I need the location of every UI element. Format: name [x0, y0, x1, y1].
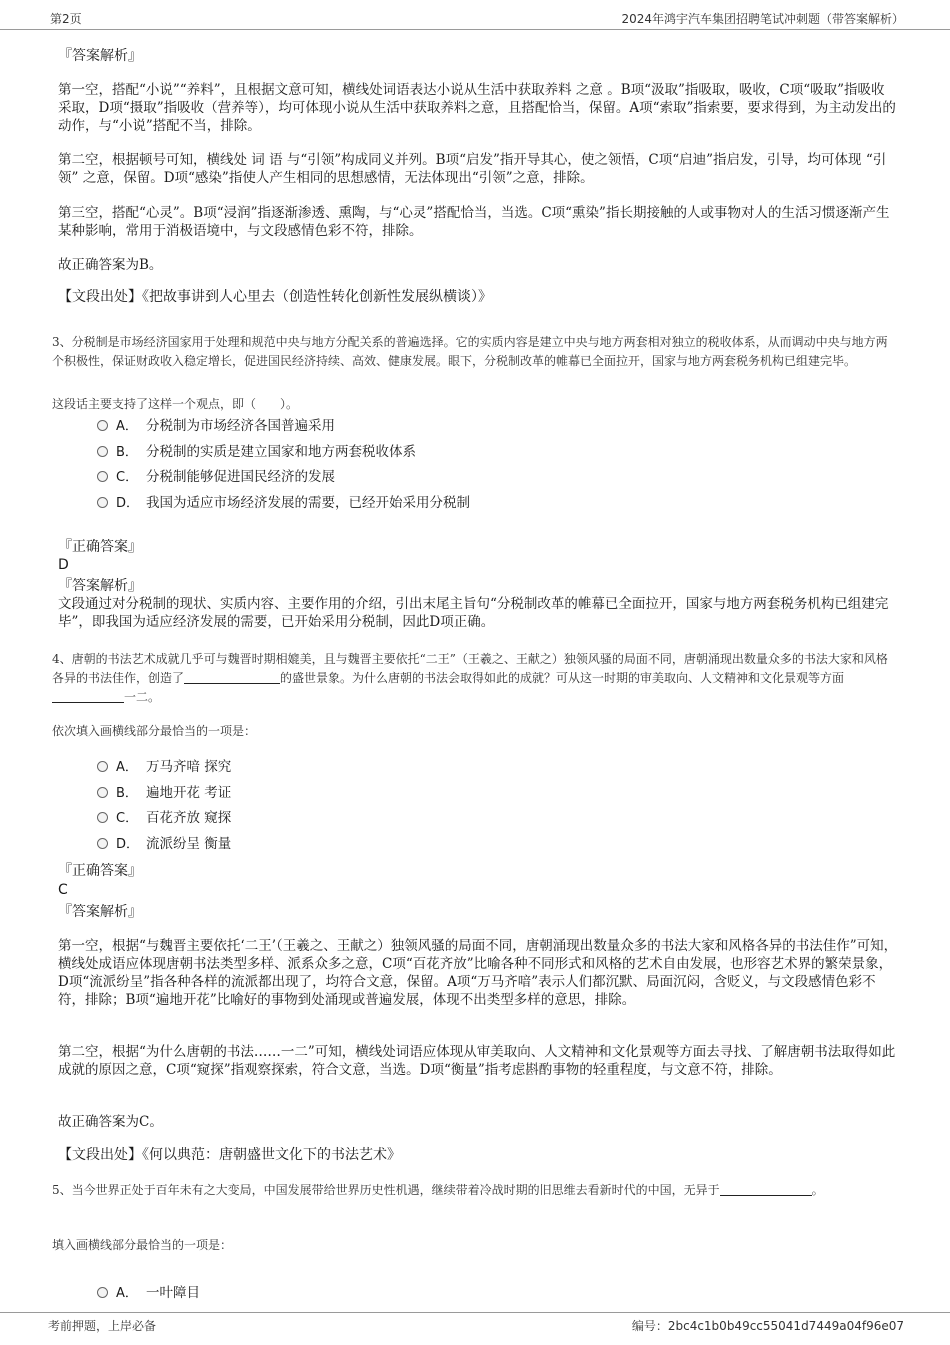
q3-option-d[interactable] — [97, 493, 470, 513]
radio-button[interactable] — [97, 446, 108, 457]
q3-answer: D — [58, 557, 69, 573]
option-text: 分税制的实质是建立国家和地方两套税收体系 — [146, 444, 416, 460]
radio-button[interactable] — [97, 1287, 108, 1298]
q3-question: 这段话主要支持了这样一个观点，即（ ）。 — [52, 397, 299, 411]
option-key: A． — [116, 419, 138, 434]
document-id: 编号：2bc4c1b0b49cc55041d7449a04f96e07 — [631, 1319, 904, 1333]
footer-slogan: 考前押题，上岸必备 — [48, 1319, 157, 1333]
q4-answer: C — [58, 882, 68, 898]
q4-conclusion: 故正确答案为C。 — [58, 1114, 163, 1130]
option-text: 分税制为市场经济各国普遍采用 — [146, 418, 335, 434]
q4-option-d[interactable] — [97, 834, 231, 854]
q4-option-c[interactable] — [97, 808, 231, 828]
radio-button[interactable] — [97, 787, 108, 798]
option-key: D． — [116, 837, 140, 852]
radio-button[interactable] — [97, 838, 108, 849]
option-key: A． — [116, 1286, 138, 1301]
radio-button[interactable] — [97, 471, 108, 482]
q5-option-a[interactable] — [97, 1283, 200, 1303]
option-key: B． — [116, 445, 138, 460]
q2-analysis-p2: 第二空，根据顿号可知，横线处 词 语 与“引领”构成同义并列。B项“启发”指开导其心，使之领悟，C项“启迪”指启发，引导，均可体现 “引领” 之意，保留。D项“感染”指使人产生相同的思想感情，无法体现出“引领”之意，排除。 — [58, 152, 887, 186]
q4-stem-part-2: 的盛世景象。为什么唐朝的书法会取得如此的成就？可从这一时期的审美取向、人文精神和文化景观等方面 — [280, 671, 845, 685]
radio-button[interactable] — [97, 812, 108, 823]
q2-analysis-label: 『答案解析』 — [58, 48, 142, 64]
option-text: 分税制能够促进国民经济的发展 — [146, 469, 335, 485]
blank-line — [720, 1183, 812, 1196]
document-title: 2024年鸿宇汽车集团招聘笔试冲刺题（带答案解析） — [621, 12, 904, 26]
q3-option-a[interactable] — [97, 416, 335, 436]
q4-analysis-p2: 第二空，根据“为什么唐朝的书法……一二”可知，横线处词语应体现从审美取向、人文精神和文化景观等方面去寻找、了解唐朝书法取得如此成就的原因之意，C项“窥探”指观察探索，符合文意，当选。D项“衡量”指考虑斟酌事物的轻重程度，与文意不符，排除。 — [58, 1044, 896, 1078]
page-header — [0, 0, 950, 30]
q3-stem: 3、分税制是市场经济国家用于处理和规范中央与地方分配关系的普遍选择。它的实质内容是建立中央与地方两套相对独立的税收体系，从而调动中央与地方两个积极性，保证财政收入稳定增长，促进国民经济持续、高效、健康发展。眼下，分税制改革的帷幕已全面拉开，国家与地方两套税务机构已组建完毕。 — [52, 335, 888, 368]
option-key: A． — [116, 760, 138, 775]
q4-stem — [52, 650, 898, 707]
q4-question: 依次填入画横线部分最恰当的一项是： — [52, 724, 257, 738]
q4-correct-label: 『正确答案』 — [58, 863, 142, 879]
option-key: C． — [116, 811, 139, 826]
q3-analysis-label: 『答案解析』 — [58, 578, 142, 594]
q5-question: 填入画横线部分最恰当的一项是： — [52, 1238, 233, 1252]
option-text: 一叶障目 — [146, 1285, 200, 1301]
q2-source: 【文段出处】《把故事讲到人心里去（创造性转化创新性发展纵横谈）》 — [58, 289, 492, 305]
radio-button[interactable] — [97, 420, 108, 431]
option-text: 遍地开花 考证 — [146, 785, 232, 801]
q4-option-a[interactable] — [97, 757, 231, 777]
page-footer — [0, 1312, 950, 1345]
q5-stem-part-2: 。 — [811, 1183, 824, 1197]
option-text: 万马齐喑 探究 — [146, 759, 232, 775]
q2-conclusion: 故正确答案为B。 — [58, 257, 163, 273]
blank-line — [52, 690, 124, 703]
q3-option-b[interactable] — [97, 442, 416, 462]
radio-button[interactable] — [97, 497, 108, 508]
q5-stem — [52, 1181, 898, 1200]
option-key: D． — [116, 496, 140, 511]
q4-stem-part-3: 一二。 — [124, 690, 161, 704]
option-text: 我国为适应市场经济发展的需要，已经开始采用分税制 — [146, 495, 470, 511]
q2-analysis-p3: 第三空，搭配“心灵”。B项“浸润”指逐渐渗透、熏陶，与“心灵”搭配恰当，当选。C项“熏染”指长期接触的人或事物对人的生活习惯逐渐产生某种影响，常用于消极语境中，与文段感情色彩不符，排除。 — [58, 205, 890, 239]
q2-analysis-p1: 第一空，搭配“小说”“养料”，且根据文意可知，横线处词语表达小说从生活中获取养料 之意 。B项“汲取”指吸取，吸收，C项“吸取”指吸收采取，D项“摄取”指吸收（营养等），均可体现小说从生活中获取养料之意，且搭配恰当，保留。A项“索取”指索要，要求得到，为主动发出的动作，与“小说”搭配不当，排除。 — [58, 82, 896, 134]
page-number: 第2页 — [50, 12, 82, 26]
q5-stem-part-1: 5、当今世界正处于百年未有之大变局，中国发展带给世界历史性机遇，继续带着冷战时期的旧思维去看新时代的中国，无异于 — [52, 1183, 720, 1197]
q4-analysis-p1: 第一空，根据“与魏晋主要依托‘二王’（王羲之、王献之）独领风骚的局面不同，唐朝涌现出数量众多的书法大家和风格各异的书法佳作”可知，横线处成语应体现唐朝书法类型多样、派系众多之意，C项“百花齐放”比喻各种不同形式和风格的艺术自由发展，也形容艺术界的繁荣景象，D项“流派纷呈”指各种各样的流派都出现了，均符合文意，保留。A项“万马齐喑”表示人们都沉默、局面沉闷，含贬义，与文段感情色彩不符，排除；B项“遍地开花”比喻好的事物到处涌现或普遍发展，体现不出类型多样的意思，排除。 — [58, 938, 898, 1008]
q3-option-c[interactable] — [97, 467, 335, 487]
q4-stem-part-1: 4、唐朝的书法艺术成就几乎可与魏晋时期相媲美，且与魏晋主要依托“二王”（王羲之、王献之）独领风骚的局面不同，唐朝涌现出数量众多的书法大家和风格各异的书法佳作，创造了 — [52, 652, 888, 685]
radio-button[interactable] — [97, 761, 108, 772]
q3-correct-label: 『正确答案』 — [58, 539, 142, 555]
q3-analysis: 文段通过对分税制的现状、实质内容、主要作用的介绍，引出末尾主旨句“分税制改革的帷幕已全面拉开，国家与地方两套税务机构已组建完毕”，即我国为适应经济发展的需要，已开始采用分税制，因此D项正确。 — [58, 596, 889, 630]
blank-line — [184, 671, 280, 684]
q4-source: 【文段出处】《何以典范：唐朝盛世文化下的书法艺术》 — [58, 1147, 401, 1163]
option-text: 百花齐放 窥探 — [146, 810, 232, 826]
option-text: 流派纷呈 衡量 — [146, 836, 232, 852]
option-key: C． — [116, 470, 139, 485]
option-key: B． — [116, 786, 138, 801]
q4-option-b[interactable] — [97, 783, 231, 803]
q4-analysis-label: 『答案解析』 — [58, 904, 142, 920]
